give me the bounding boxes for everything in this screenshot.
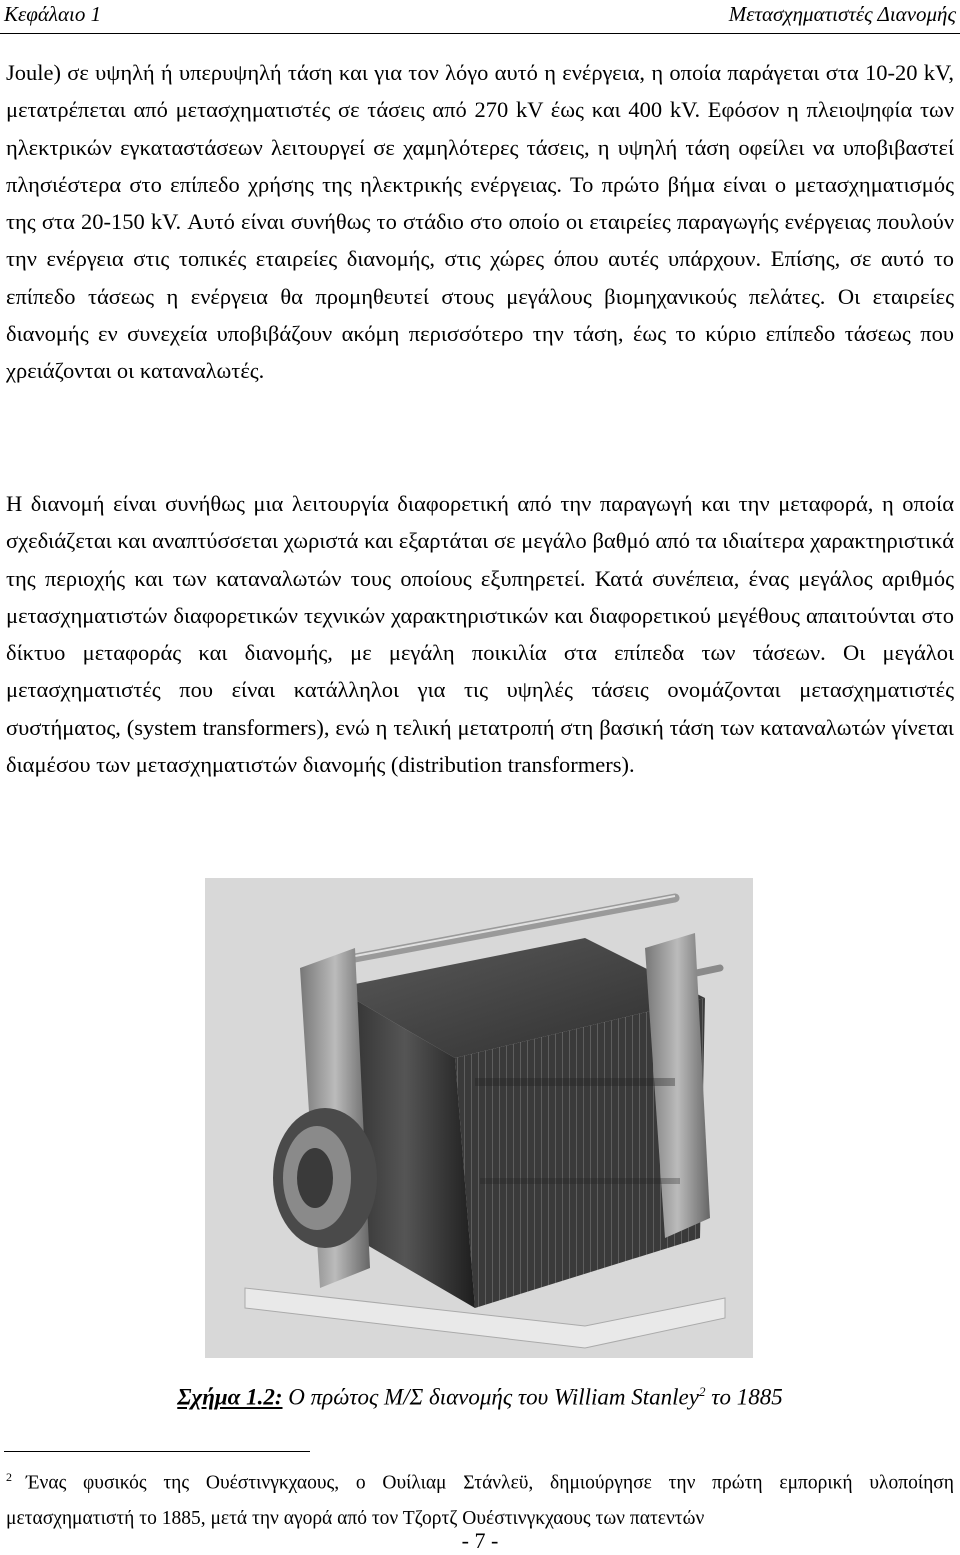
page-number: - 7 - (461, 1528, 499, 1553)
footnote-reference: 2 (698, 1384, 706, 1399)
chapter-label: Κεφάλαιο 1 (4, 2, 102, 26)
header-rule (0, 33, 960, 34)
section-title: Μετασχηματιστές Διανομής (728, 2, 956, 26)
figure-caption-text: Ο πρώτος Μ/Σ διανομής του William Stanley (282, 1384, 699, 1410)
page-header (0, 0, 960, 32)
footnote-marker: 2 (6, 1470, 12, 1484)
figure-caption-tail: το 1885 (705, 1384, 783, 1410)
figure-label: Σχήμα 1.2: (177, 1384, 283, 1410)
figure-caption (0, 1384, 960, 1411)
footnote (6, 1460, 954, 1536)
transformer-photo (205, 878, 753, 1358)
footnote-text: Ένας φυσικός της Ουέστινγκχαους, ο Ουίλιαμ Στάνλεϋ, δημιούργησε την πρώτη εμπορική υλοποίηση μετασχηματιστή το 1885, μετά την αγορά από τον Τζορτζ Ουέστινγκχαους των πατεντών (6, 1472, 954, 1529)
body-paragraph-1: Joule) σε υψηλή ή υπερυψηλή τάση και για τον λόγο αυτό η ενέργεια, η οποία παράγεται στα 10-20 kV, μετατρέπεται από μετασχηματιστές σε τάσεις από 270 kV έως και 400 kV. Εφόσον η πλειοψηφία των ηλεκτρικών εγκαταστάσεων λειτουργεί σε χαμηλότερες τάσεις, η υψηλή τάση οφείλει να υποβιβαστεί πλησιέστερα στο επίπεδο χρήσης της ηλεκτρικής ενέργειας. Το πρώτο βήμα είναι ο μετασχηματισμός της στα 20-150 kV. Αυτό είναι συνήθως το στάδιο στο οποίο οι εταιρείες παραγωγής ενέργειας πουλούν την ενέργεια στις τοπικές εταιρείες διανομής, στις χώρες όπου αυτές υπάρχουν. Επίσης, σε αυτό το επίπεδο τάσεως η ενέργεια θα προμηθευτεί στους μεγάλους βιομηχανικούς πελάτες. Οι εταιρείες διανομής εν συνεχεία υποβιβάζουν ακόμη περισσότερο την τάση, έως το κύριο επίπεδο τάσεως που χρειάζονται οι καταναλωτές. (6, 60, 954, 384)
footnote-rule (4, 1451, 310, 1452)
body-paragraph-2: Η διανομή είναι συνήθως μια λειτουργία διαφορετική από την παραγωγή και την μεταφορά, η οποία σχεδιάζεται και αναπτύσσεται χωριστά και εξαρτάται σε μεγάλο βαθμό από τα ιδιαίτερα χαρακτηριστικά της περιοχής και των καταναλωτών τους οποίους εξυπηρετεί. Κατά συνέπεια, ένας μεγάλος αριθμός μετασχηματιστών διαφορετικών τεχνικών χαρακτηριστικών και διαφορετικού μεγέθους απαιτούνται στο δίκτυο μεταφοράς και διανομής, με μεγάλη ποικιλία στα επίπεδα των τάσεων. Οι μεγάλοι μετασχηματιστές που είναι κατάλληλοι για τις υψηλές τάσεις ονομάζονται μετασχηματιστές συστήματος, (system transformers), ενώ η τελική μετατροπή στη βασική τάση των καταναλωτών γίνεται διαμέσου των μετασχηματιστών διανομής (distribution transformers). (6, 491, 954, 778)
